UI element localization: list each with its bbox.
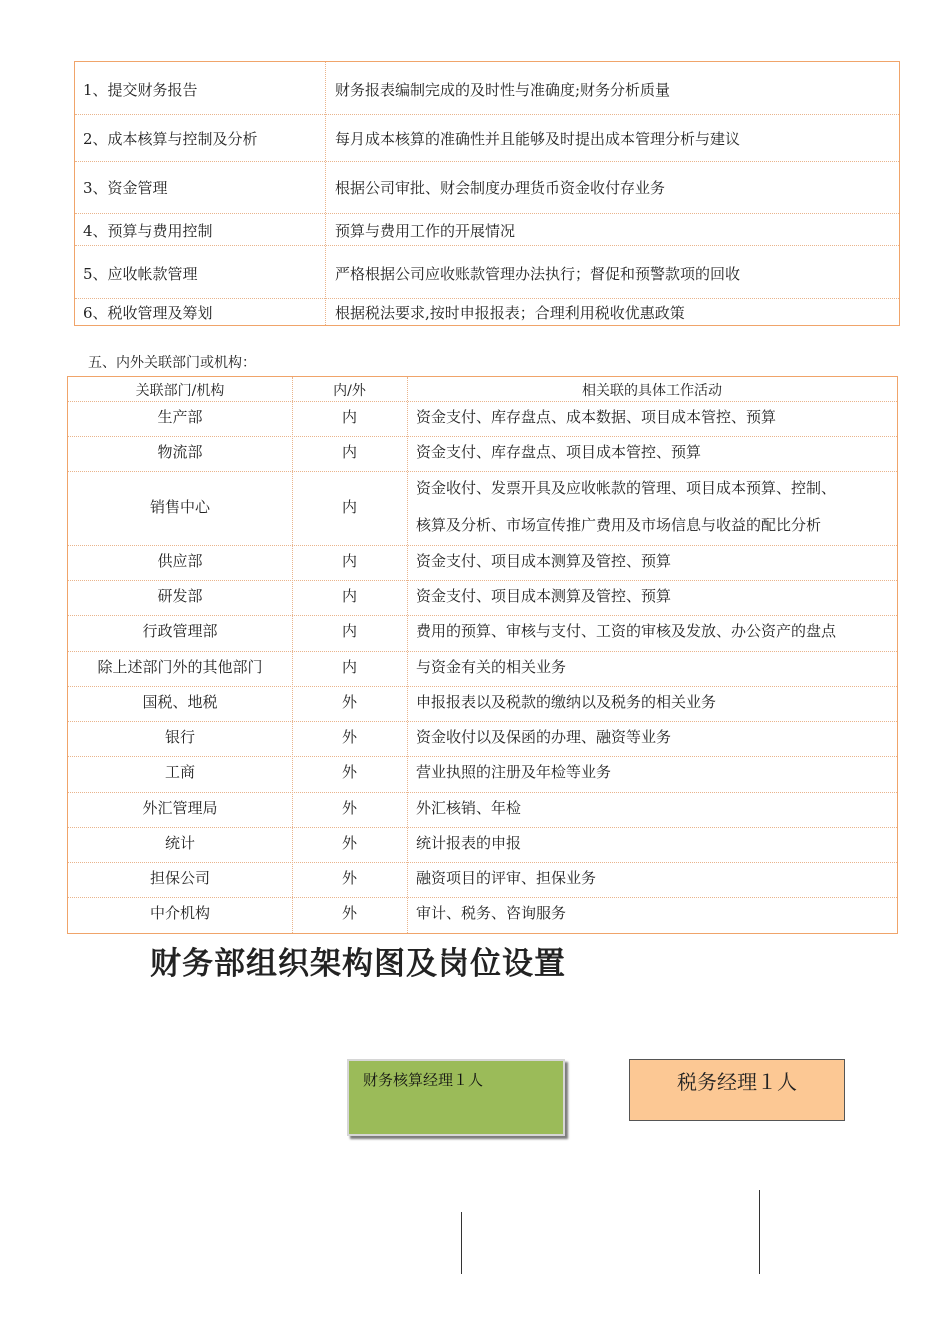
table-row: [68, 581, 897, 616]
activity-cell: 资金支付、库存盘点、项目成本管控、预算: [416, 443, 702, 461]
related-departments-table: [67, 376, 898, 934]
item-label: 6、税收管理及筹划: [83, 304, 213, 322]
io-cell: 外: [341, 869, 357, 887]
io-cell: 内: [341, 408, 357, 426]
io-cell: 外: [341, 834, 357, 852]
accounting-manager-box: [347, 1059, 565, 1136]
activity-cell-line2: 核算及分析、市场宣传推广费用及市场信息与收益的配比分析: [416, 516, 822, 534]
activity-cell: 申报报表以及税款的缴纳以及税务的相关业务: [416, 693, 717, 711]
item-label: 2、成本核算与控制及分析: [83, 130, 258, 148]
io-cell: 内: [341, 622, 357, 640]
io-cell: 内: [341, 587, 357, 605]
table-row: [68, 616, 897, 652]
activity-cell: 与资金有关的相关业务: [416, 658, 567, 676]
table-row: [68, 863, 897, 898]
section-heading: 五、内外关联部门或机构：: [88, 355, 256, 371]
dept-cell: 国税、地税: [142, 693, 218, 711]
tax-manager-label: 税务经理１人: [677, 1070, 797, 1094]
dept-cell: 工商: [164, 763, 195, 781]
tax-manager-box: [629, 1059, 845, 1121]
item-desc: 严格根据公司应收账款管理办法执行；督促和预警款项的回收: [335, 265, 741, 283]
io-cell: 外: [341, 904, 357, 922]
dept-cell: 统计: [164, 834, 195, 852]
dept-cell: 生产部: [157, 408, 203, 426]
dept-cell: 银行: [164, 728, 195, 746]
activity-cell: 外汇核销、年检: [416, 799, 522, 817]
table-row: [68, 402, 897, 437]
activity-cell: 资金收付以及保函的办理、融资等业务: [416, 728, 672, 746]
table-row: [75, 162, 899, 214]
dept-cell: 物流部: [157, 443, 203, 461]
dept-cell: 销售中心: [149, 498, 210, 516]
table-header-row: [68, 377, 897, 402]
activity-cell: 融资项目的评审、担保业务: [416, 869, 597, 887]
table-row: [68, 722, 897, 757]
io-cell: 外: [341, 763, 357, 781]
header-dept: 关联部门/机构: [135, 383, 225, 399]
activity-cell: 资金收付、发票开具及应收帐款的管理、项目成本预算、控制、: [416, 479, 837, 497]
table-row: [75, 299, 899, 325]
header-io: 内/外: [333, 383, 366, 399]
item-label: 3、资金管理: [83, 179, 168, 197]
org-chart-title: 财务部组织架构图及岗位设置: [150, 946, 566, 982]
activity-cell: 营业执照的注册及年检等业务: [416, 763, 612, 781]
table-row: [68, 687, 897, 722]
activity-cell: 资金支付、项目成本测算及管控、预算: [416, 552, 672, 570]
dept-cell: 外汇管理局: [142, 799, 218, 817]
dept-cell: 研发部: [157, 587, 203, 605]
dept-cell: 除上述部门外的其他部门: [97, 658, 263, 676]
table-row: [68, 828, 897, 863]
accounting-manager-label: 财务核算经理１人: [363, 1071, 484, 1089]
table-row: [68, 472, 897, 546]
performance-table: [74, 61, 900, 326]
item-desc: 根据税法要求,按时申报报表；合理利用税收优惠政策: [335, 304, 685, 322]
dept-cell: 担保公司: [149, 869, 210, 887]
table-row: [75, 62, 899, 115]
dept-cell: 中介机构: [149, 904, 210, 922]
item-label: 1、提交财务报告: [83, 81, 198, 99]
table-row: [68, 757, 897, 793]
activity-cell: 资金支付、项目成本测算及管控、预算: [416, 587, 672, 605]
io-cell: 外: [341, 693, 357, 711]
table-row: [75, 115, 899, 162]
item-label: 5、应收帐款管理: [83, 265, 198, 283]
connector-line: [759, 1190, 760, 1274]
dept-cell: 行政管理部: [142, 622, 218, 640]
io-cell: 内: [341, 658, 357, 676]
item-desc: 根据公司审批、财会制度办理货币资金收付存业务: [335, 179, 666, 197]
item-label: 4、预算与费用控制: [83, 222, 213, 240]
table-row: [68, 898, 897, 932]
connector-line: [461, 1212, 462, 1274]
io-cell: 外: [341, 799, 357, 817]
activity-cell: 审计、税务、咨询服务: [416, 904, 567, 922]
item-desc: 每月成本核算的准确性并且能够及时提出成本管理分析与建议: [335, 130, 741, 148]
table-row: [68, 437, 897, 472]
item-desc: 预算与费用工作的开展情况: [335, 222, 516, 240]
io-cell: 内: [341, 443, 357, 461]
table-row: [75, 246, 899, 299]
table-row: [68, 793, 897, 828]
header-activity: 相关联的具体工作活动: [582, 383, 722, 399]
item-desc: 财务报表编制完成的及时性与准确度;财务分析质量: [335, 81, 671, 99]
dept-cell: 供应部: [157, 552, 203, 570]
table-row: [75, 214, 899, 246]
io-cell: 内: [341, 552, 357, 570]
io-cell: 外: [341, 728, 357, 746]
activity-cell: 费用的预算、审核与支付、工资的审核及发放、办公资产的盘点: [416, 622, 837, 640]
table-row: [68, 652, 897, 687]
table-row: [68, 546, 897, 581]
io-cell: 内: [341, 498, 357, 516]
activity-cell: 统计报表的申报: [416, 834, 522, 852]
activity-cell: 资金支付、库存盘点、成本数据、项目成本管控、预算: [416, 408, 777, 426]
